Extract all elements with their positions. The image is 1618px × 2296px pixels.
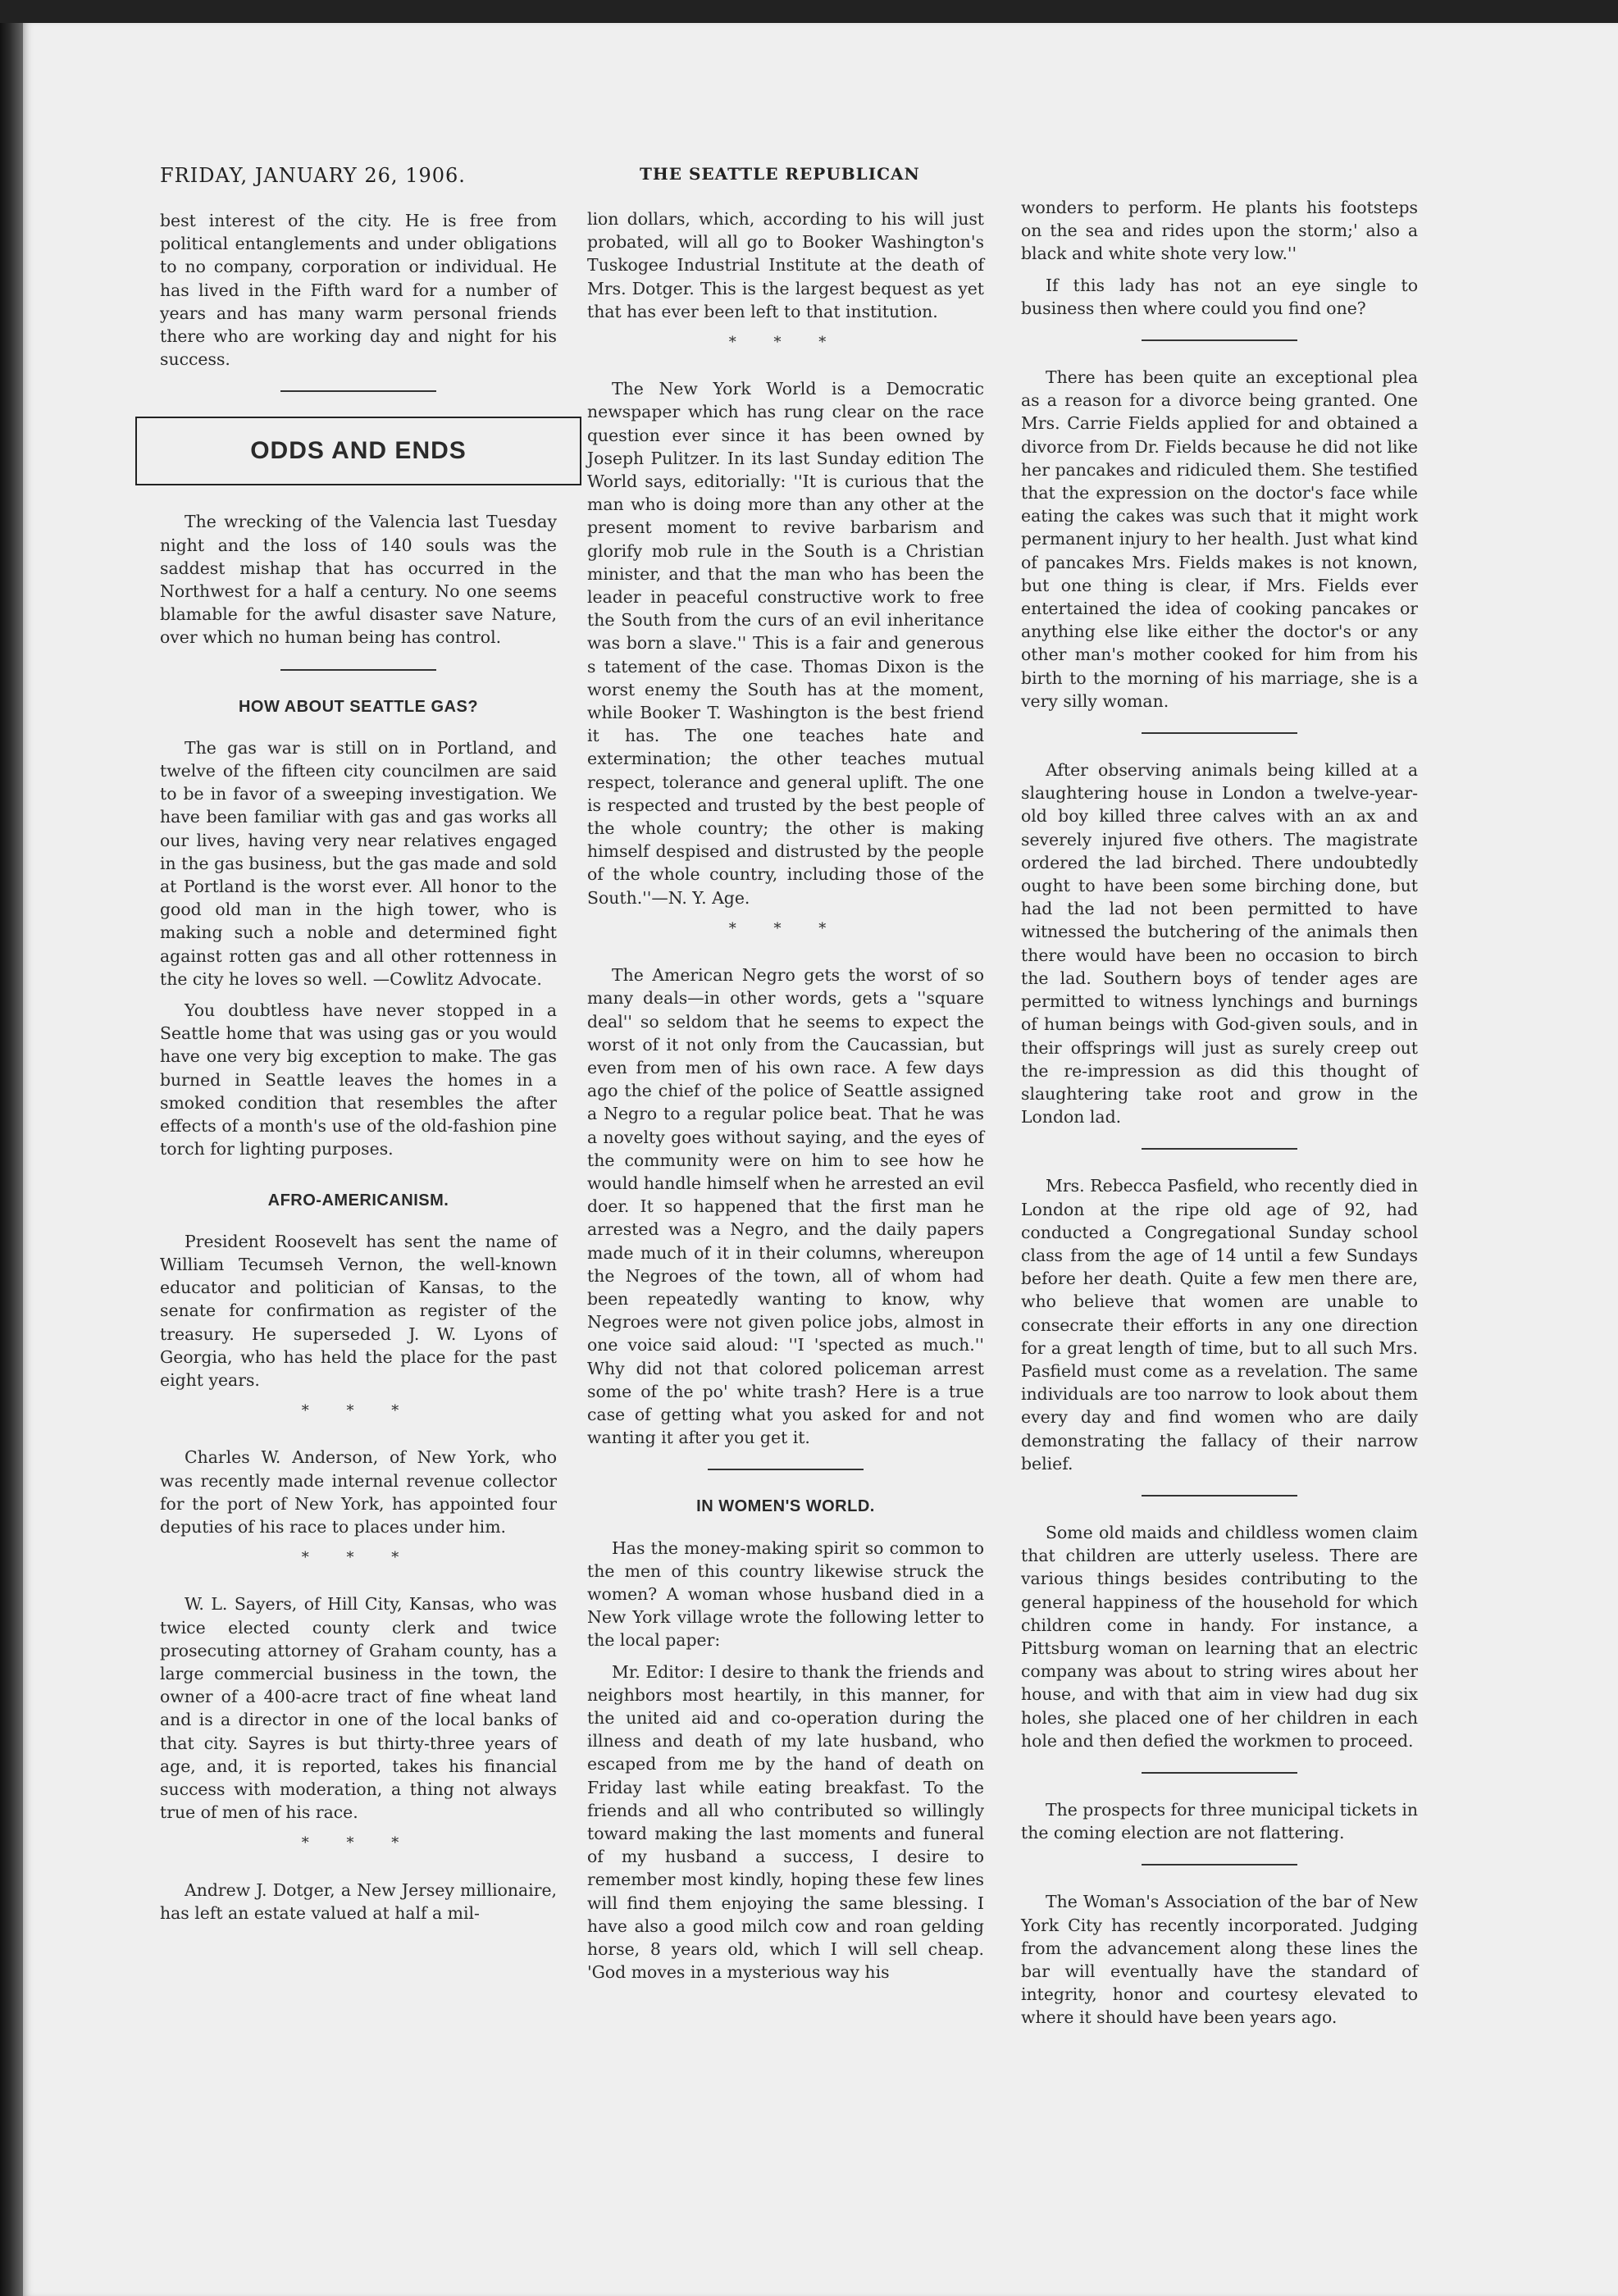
newspaper-title: THE SEATTLE REPUBLICAN: [640, 164, 920, 184]
article-text: best interest of the city. He is free from political entanglements and under obligations to no company, corporation or individual. He has lived in the Fifth ward for a number of years and has many warm personal friends there who are working day and night for his success.: [160, 211, 557, 370]
star-separator: * * *: [301, 1549, 416, 1567]
article-text: There has been quite an exceptional plea as a reason for a divorce being granted. One Mrs. Carrie Fields applied for and obtained a divorce from Dr. Fields because he did not like her pancakes and ridiculed them. She testified that the expression on the doctor's face while eating the cakes was such that it might work permanent injury to her health. Just what kind of pancakes Mrs. Fields makes is not known, but one thing is clear, if Mrs. Fields ever entertained the idea of cooking pancakes or anything else like either the doctor's or any other man's mother cooked for him from his birth to the morning of his marriage, she is a very silly woman.: [1021, 367, 1418, 711]
section-heading-box: ODDS AND ENDS: [135, 417, 581, 485]
article-text: After observing animals being killed at a slaughtering house in London a twelve-year-old boy killed three calves with an ax and severely injured five others. The magistrate ordered the lad birched. There undoubtedly ought to have been some birching done, but had the lad not been permitted to have witnessed the butchering of the animals then there would have been no occasion to birch the lad. Southern boys of tender ages are permitted to witness lynchings and burnings of human beings with God-given souls, and in their offsprings will just as surely creep out the re-impression as did this thought of slaughtering take root and grow in the London lad.: [1021, 760, 1418, 1128]
divider: [1142, 1495, 1297, 1496]
page-date: FRIDAY, JANUARY 26, 1906.: [160, 164, 466, 187]
divider: [1142, 1864, 1297, 1866]
article-text: You doubtless have never stopped in a Seattle home that was using gas or you would have one very big exception to make. The gas burned in Seattle leaves the homes in a smoked condition that resembles the after effects of a month's use of the old-fashion pine torch for lighting purposes.: [160, 1000, 557, 1159]
article-heading: HOW ABOUT SEATTLE GAS?: [238, 697, 479, 716]
divider: [1142, 339, 1297, 341]
star-separator: * * *: [301, 1834, 416, 1852]
article-text: W. L. Sayers, of Hill City, Kansas, who was twice elected county clerk and twice prosecuting attorney of Graham county, has a large commercial business in the town, the owner of a 400-acre tract of fine wheat land and is a director in one of the local banks of that city. Sayres is but thirty-three years of age, and, it is reported, takes his financial success with moderation, a thing not always true of men of his race.: [160, 1594, 557, 1823]
article-text: Andrew J. Dotger, a New Jersey millionaire, has left an estate valued at half a mil-: [160, 1879, 557, 1923]
divider: [1142, 1148, 1297, 1150]
star-separator: * * *: [301, 1402, 416, 1420]
article-text: Mr. Editor: I desire to thank the friends and neighbors most heartily, in this manner, for the united aid and co-operation during the illness and death of my late husband, who escaped from me by the hand of death on Friday last while eating breakfast. To the friends and all who contributed so willingly toward making the last moments and funeral of my husband a success, I desire to remember most kindly, hoping these few lines will find them enjoying the same blessing. I have also a good milch cow and roan gelding horse, 8 years old, which I will sell cheap. 'God moves in a mysterious way his: [587, 1661, 984, 1983]
divider: [1142, 1772, 1297, 1774]
divider: [280, 390, 436, 392]
article-text: Has the money-making spirit so common to the men of this country likewise struck the women? A woman whose husband died in a New York village wrote the following letter to the local paper:: [587, 1538, 984, 1651]
divider: [280, 669, 436, 671]
article-text: Charles W. Anderson, of New York, who was recently made internal revenue collector for the port of New York, has appointed four deputies of his race to places under him.: [160, 1447, 557, 1537]
article-text: The American Negro gets the worst of so many deals—in other words, gets a ''square deal'' so seldom that he seems to expect the worst of it not only from the Caucassian, but even from men of his own race. A few days ago the chief of the police of Seattle assigned a Negro to a regular police beat. That he was a novelty goes without saying, and the eyes of the community were on him to see how he would handle himself when he arrested an evil doer. It so happened that the first man he arrested was a Negro, and the daily papers made much of it in their columns, whereupon the Negroes of the town, all of whom had been repeatedly wanting to know, why Negroes were not given police jobs, almost in one voice said aloud: ''I 'spected as much.'' Why did not that colored policeman arrest some of the po' white trash? Here is a true case of getting what you asked for and not wanting it after you get it.: [587, 965, 984, 1448]
article-text: President Roosevelt has sent the name of William Tecumseh Vernon, the well-known educator and politician of Kansas, to the senate for confirmation as register of the treasury. He superseded J. W. Lyons of Georgia, who has held the place for the past eight years.: [160, 1231, 557, 1390]
article-text: The Woman's Association of the bar of New York City has recently incorporated. Judging from the advancement along these lines the bar will eventually have the standard of integrity, honor and courtesy elevated to where it should have been years ago.: [1021, 1892, 1418, 2028]
article-text: The New York World is a Democratic newspaper which has rung clear on the race question ever since it has been owned by Joseph Pulitzer. In its last Sunday edition The World says, editorially: ''It is curious that the man who is doing more than any other at the present moment to revive barbarism and glorify mob rule in the South is a Christian minister, and that the man who has been the leader in peaceful constructive work to free the South from the curs of an evil inheritance was born a slave.'' This is a fair and generous s tatement of the case. Thomas Dixon is the worst enemy the South has at the moment, while Booker T. Washington is the best friend it has. The one teaches hate and extermination; the other teaches mutual respect, tolerance and general uplift. The one is respected and trusted by the best people of the whole country; the other is making himself despised and distrusted by the people of the whole country, including those of the South.''—N. Y. Age.: [587, 379, 984, 908]
star-separator: * * *: [728, 334, 843, 352]
column-3: [1021, 160, 1418, 2038]
article-text: The gas war is still on in Portland, and twelve of the fifteen city councilmen are said to be in favor of a sweeping investigation. We have been familiar with gas and gas works all our lives, having very near relatives engaged in the gas business, but the gas made and sold at Portland is the worst ever. All honor to the good old man in the high tower, who is making such a noble and determined fight against rotten gas and all other rottenness in the city he loves so well. —Cowlitz Advocate.: [160, 737, 557, 989]
column-1: [160, 209, 557, 1933]
star-separator: * * *: [728, 919, 843, 937]
article-text: lion dollars, which, according to his will just probated, will all go to Booker Washington's Tuskogee Industrial Institute at the death of Mrs. Dotger. This is the largest bequest as yet that has ever been left to that institution.: [587, 209, 984, 321]
divider: [708, 1469, 864, 1470]
article-text: If this lady has not an eye single to business then where could you find one?: [1021, 275, 1418, 318]
article-heading: IN WOMEN'S WORLD.: [696, 1497, 875, 1516]
article-text: Some old maids and childless women claim that children are utterly useless. There are various things besides contributing to the general happiness of the household for which children come in handy. For instance, a Pittsburg woman on learning that an electric company was about to string wires about her house, and with that aim in view had dug six holes, she placed one of her children in each hole and then defied the workmen to proceed.: [1021, 1522, 1418, 1751]
article-text: Mrs. Rebecca Pasfield, who recently died in London at the ripe old age of 92, had conducted a Congregational Sunday school class from the age of 14 until a few Sundays before her death. Quite a few men there are, who believe that women are unable to consecrate their efforts in any one direction for a great length of time, but to all such Mrs. Pasfield must come as a revelation. The same individuals are too narrow to look about them every day and find women who are daily demonstrating the fallacy of their narrow belief.: [1021, 1176, 1418, 1474]
article-text: The prospects for three municipal tickets in the coming election are not flattering.: [1021, 1799, 1418, 1843]
article-text: The wrecking of the Valencia last Tuesday night and the loss of 140 souls was the saddest mishap that has occurred in the Northwest for a half a century. No one seems blamable for the awful disaster save Nature, over which no human being has control.: [160, 512, 557, 648]
column-2: [587, 160, 984, 1992]
divider: [1142, 732, 1297, 734]
article-text: wonders to perform. He plants his footsteps on the sea and rides upon the storm;' also a black and white shote very low.'': [1021, 198, 1418, 264]
article-heading: AFRO-AMERICANISM.: [267, 1191, 449, 1210]
scan-left-edge: [0, 23, 23, 2296]
